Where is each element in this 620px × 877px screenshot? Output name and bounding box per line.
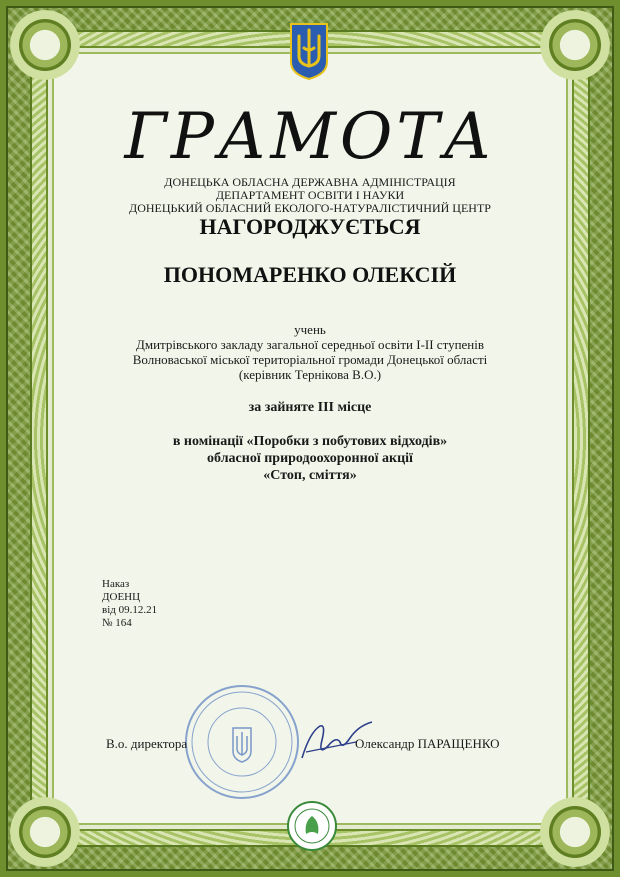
detail-line: Дмитрівського закладу загальної середньої освіти І-ІІ ступенів xyxy=(135,337,485,352)
corner-ornament-icon xyxy=(10,797,80,867)
order-line: № 164 xyxy=(102,617,132,629)
place-line: за зайняте ІІІ місце xyxy=(248,400,372,415)
certificate-title: ГРАМОТА xyxy=(124,100,496,174)
nomination-line: в номінації «Поробки з побутових відходів» xyxy=(172,434,448,449)
award-heading: НАГОРОДЖУЄТЬСЯ xyxy=(199,214,421,239)
eco-center-logo-icon xyxy=(286,800,338,852)
nomination-line: обласної природоохоронної акції xyxy=(207,451,413,466)
order-line: Наказ xyxy=(102,578,130,590)
detail-line: Волноваської міської територіальної громади Донецької області xyxy=(132,352,488,367)
order-line: ДОЕНЦ xyxy=(102,591,141,603)
organization-line: ДЕПАРТАМЕНТ ОСВІТИ І НАУКИ xyxy=(215,188,405,202)
recipient-name: ПОНОМАРЕНКО ОЛЕКСІЙ xyxy=(163,262,457,287)
official-stamp-icon xyxy=(183,683,301,801)
signer-name: Олександр ПАРАЩЕНКО xyxy=(355,736,500,751)
corner-ornament-icon xyxy=(540,10,610,80)
corner-ornament-icon xyxy=(540,797,610,867)
nomination-line: «Стоп, сміття» xyxy=(263,468,357,483)
organization-line: ДОНЕЦЬКА ОБЛАСНА ДЕРЖАВНА АДМІНІСТРАЦІЯ xyxy=(164,175,456,189)
corner-ornament-icon xyxy=(10,10,80,80)
detail-line: (керівник Тернікова В.О.) xyxy=(238,367,382,382)
signer-title: В.о. директора xyxy=(106,736,188,751)
organization-line: ДОНЕЦЬКИЙ ОБЛАСНИЙ ЕКОЛОГО-НАТУРАЛІСТИЧНИЙ ЦЕНТР xyxy=(129,201,491,215)
detail-line: учень xyxy=(294,322,326,337)
order-line: від 09.12.21 xyxy=(102,604,158,616)
coat-of-arms-trident-icon xyxy=(289,22,329,80)
